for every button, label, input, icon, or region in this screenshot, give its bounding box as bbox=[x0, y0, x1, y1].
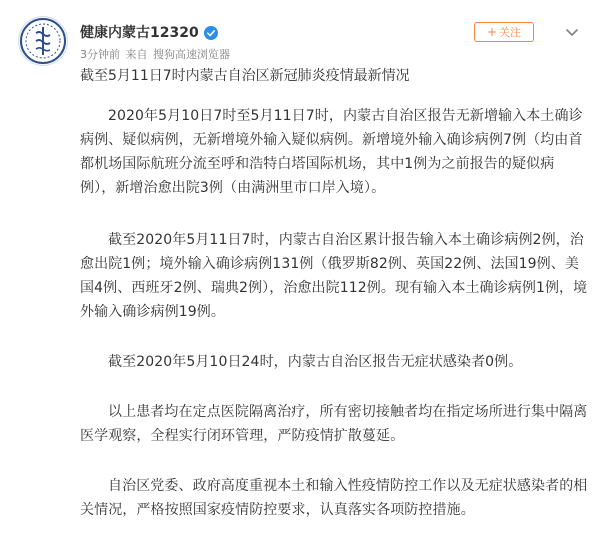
paragraph: 2020年5月10日7时至5月11日7时，内蒙古自治区报告无新增输入本土确诊病例、疑似病例，无新增境外输入疑似病例。新增境外输入确诊病例7例（均由首都机场国际航班分流至呼和浩特白塔国际机场，其中1例为之前报告的疑似病例），新增治愈出院3例（由满洲里市口岸入境）。 bbox=[80, 108, 583, 196]
paragraph: 截至2020年5月11日7时，内蒙古自治区累计报告输入本土确诊病例2例，治愈出院1例；境外输入确诊病例131例（俄罗斯82例、英国22例、法国19例、美国4例、西班牙2例、瑞典2例），治愈出院112例。现有输入本土确诊病例1例，境外输入确诊病例19例。 bbox=[80, 232, 588, 320]
post-body bbox=[80, 104, 588, 548]
author-row bbox=[80, 23, 218, 43]
author-avatar[interactable] bbox=[18, 16, 68, 66]
paragraph: 自治区党委、政府高度重视本土和输入性疫情防控工作以及无症状感染者的相关情况，严格按照国家疫情防控要求，认真落实各项防控措施。 bbox=[80, 478, 588, 518]
post-source: 搜狗高速浏览器 bbox=[153, 48, 230, 61]
post-meta bbox=[80, 48, 232, 62]
author-name[interactable]: 健康内蒙古12320 bbox=[80, 25, 199, 41]
source-prefix: 来自 bbox=[125, 48, 148, 61]
health-emblem-icon bbox=[19, 17, 67, 65]
plus-icon: + bbox=[486, 25, 498, 39]
post-time[interactable]: 3分钟前 bbox=[80, 48, 120, 61]
follow-button[interactable] bbox=[474, 22, 534, 42]
verified-badge-icon bbox=[204, 26, 218, 40]
post-header bbox=[0, 0, 600, 70]
chevron-down-icon[interactable] bbox=[563, 23, 581, 41]
post-title: 截至5月11日7时内蒙古自治区新冠肺炎疫情最新情况 bbox=[80, 68, 410, 84]
paragraph: 截至2020年5月10日24时，内蒙古自治区报告无症状感染者0例。 bbox=[108, 354, 523, 370]
paragraph: 以上患者均在定点医院隔离治疗，所有密切接触者均在指定场所进行集中隔离医学观察，全程实行闭环管理，严防疫情扩散蔓延。 bbox=[80, 404, 588, 444]
follow-label: 关注 bbox=[499, 26, 522, 39]
